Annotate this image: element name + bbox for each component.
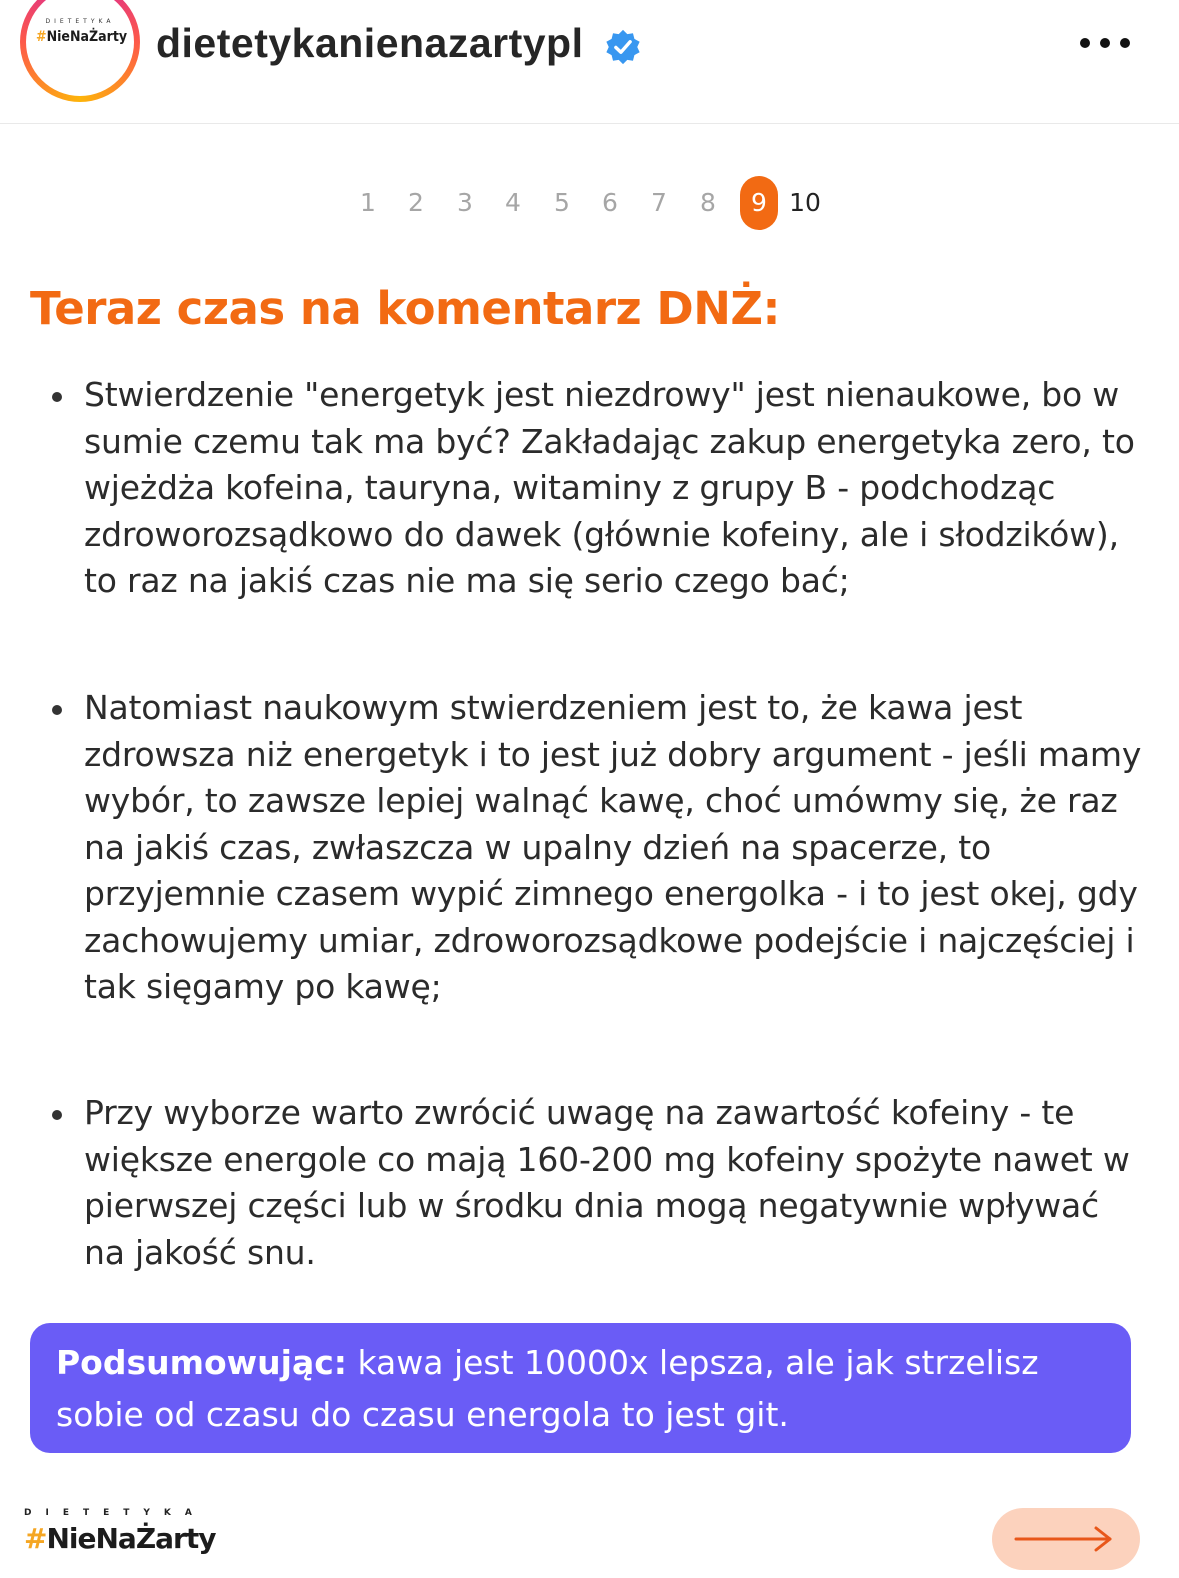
arrow-right-icon <box>1012 1524 1116 1554</box>
slide-title: Teraz czas na komentarz DNŻ: <box>30 282 781 335</box>
summary-label: Podsumowując: <box>56 1343 347 1382</box>
page-8[interactable]: 8 <box>700 188 716 217</box>
more-dot <box>1080 38 1090 48</box>
avatar-small-text: DIETETYKA <box>45 18 115 25</box>
summary-paragraph <box>56 1337 1105 1441</box>
bullet-text: Natomiast naukowym stwierdzeniem jest to, że kawa jest zdrowsza niż energetyk i to jest już dobry argument - jeśli mamy wybór, to zawsze lepiej walnąć kawę, choć umówmy się, że raz na jakiś czas, zwłaszcza w upalny dzień na spacerze, to przyjemnie czasem wypić zimnego energolka - i to jest okej, gdy zachowujemy umiar, zdroworozsądkowe podejście i najczęściej i tak sięgamy po kawę; <box>84 688 1142 1006</box>
page-6[interactable]: 6 <box>602 188 618 217</box>
avatar-inner <box>26 0 134 96</box>
bullet-dot <box>52 392 62 402</box>
page-2[interactable]: 2 <box>408 188 424 217</box>
page-1[interactable]: 1 <box>360 188 376 217</box>
post-header <box>0 0 1179 124</box>
bullet-text: Przy wyborze warto zwrócić uwagę na zawartość kofeiny - te większe energole co mają 160-200 mg kofeiny spożyte nawet w pierwszej części lub w środku dnia mogą negatywnie wpływać na jakość snu. <box>84 1093 1130 1272</box>
footer-logo <box>24 1508 224 1555</box>
avatar-brand <box>36 29 128 45</box>
page-3[interactable]: 3 <box>457 188 473 217</box>
avatar-logo <box>36 18 128 45</box>
username[interactable]: dietetykanienazartypl <box>156 20 584 66</box>
page-5[interactable]: 5 <box>554 188 570 217</box>
avatar-brand-hash: # <box>36 29 47 45</box>
footer-brand-name: NieNaŻarty <box>46 1522 216 1555</box>
bullet-text: Stwierdzenie "energetyk jest niezdrowy" jest nienaukowe, bo w sumie czemu tak ma być? Zakładając zakup energetyka zero, to wjeżdża kofeina, tauryna, witaminy z grupy B - podchodząc zdroworozsądkowo do dawek (głównie kofeiny, ale i słodzików), to raz na jakiś czas nie ma się serio czego bać; <box>84 375 1135 600</box>
more-dot <box>1120 38 1130 48</box>
footer-brand <box>24 1522 224 1555</box>
page-7[interactable]: 7 <box>651 188 667 217</box>
summary-text: kawa jest 10000x lepsza, ale jak strzelisz sobie od czasu do czasu energola to jest git. <box>56 1343 1039 1434</box>
summary-box <box>30 1323 1131 1453</box>
page-10[interactable]: 10 <box>789 188 821 217</box>
more-options-icon[interactable] <box>1080 38 1130 50</box>
verified-badge-icon <box>604 28 642 66</box>
more-dot <box>1100 38 1110 48</box>
bullet-dot <box>52 705 62 715</box>
footer-brand-hash: # <box>24 1522 47 1555</box>
page-4[interactable]: 4 <box>505 188 521 217</box>
next-slide-button[interactable] <box>992 1508 1140 1570</box>
avatar[interactable] <box>20 0 140 102</box>
footer-small-text: DIETETYKA <box>24 1508 206 1518</box>
avatar-brand-name: NieNaŻarty <box>46 29 128 45</box>
page-9-current[interactable]: 9 <box>740 176 778 230</box>
bullet-dot <box>52 1110 62 1120</box>
